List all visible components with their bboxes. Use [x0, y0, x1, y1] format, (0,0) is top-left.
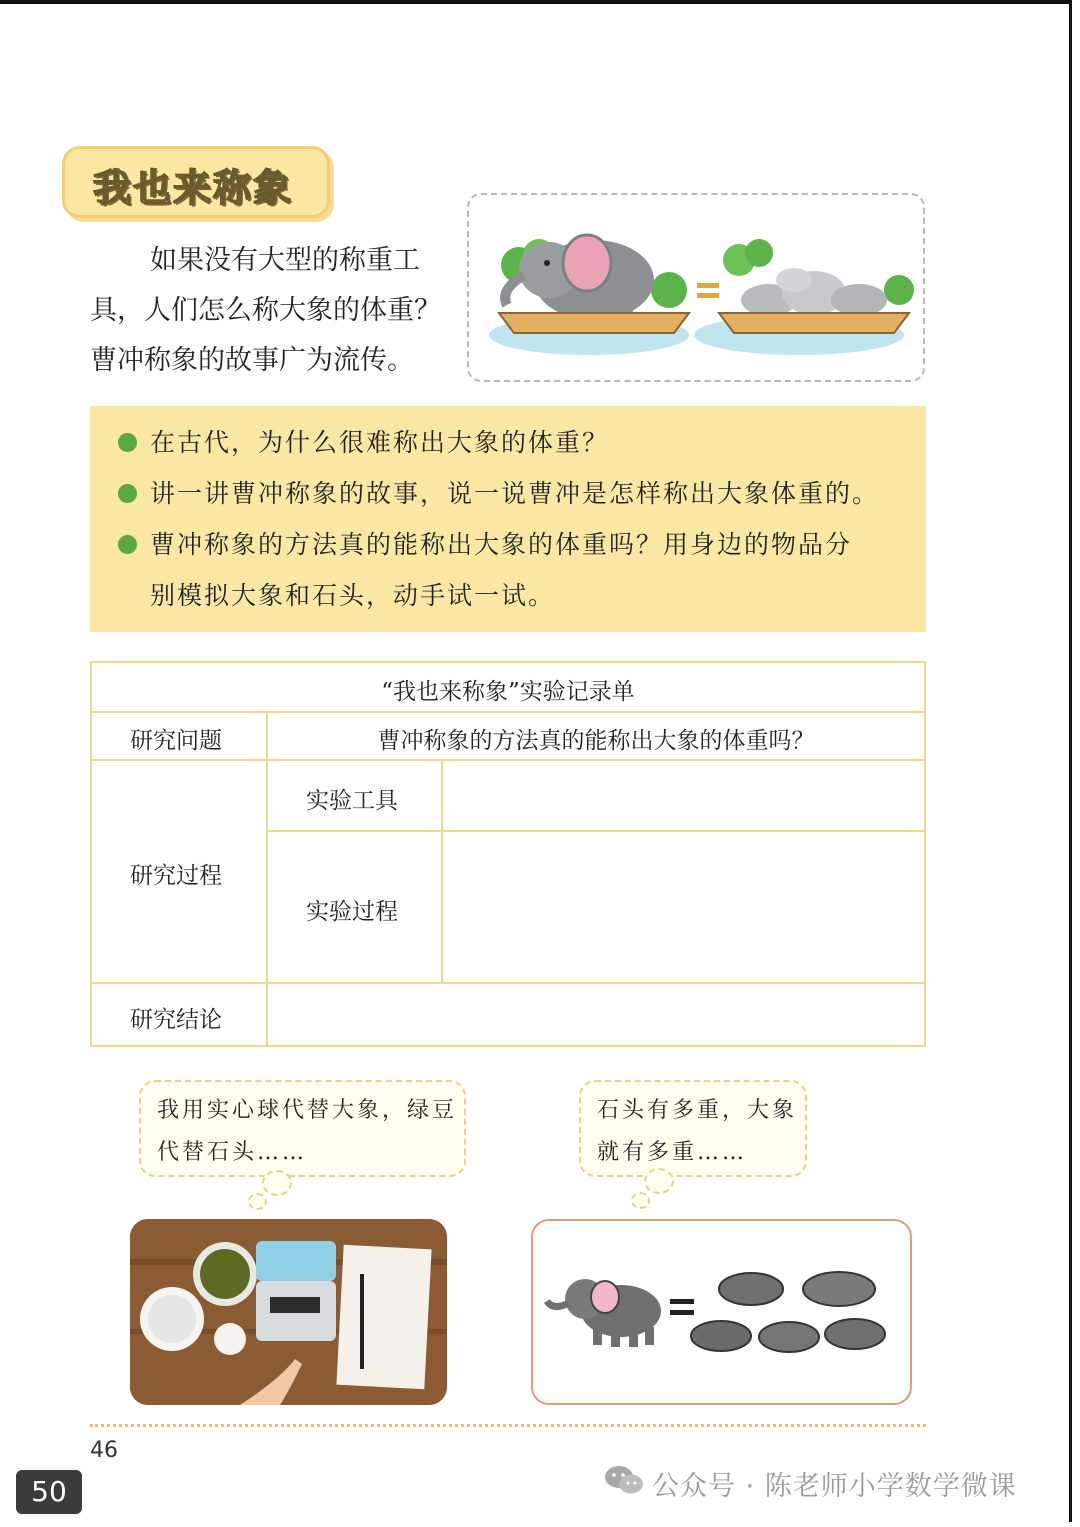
bubble-tail: [262, 1170, 292, 1196]
intro-line: 如果没有大型的称重工: [150, 245, 420, 276]
experiment-photo: [130, 1219, 447, 1405]
speech-bubble-left: [139, 1080, 466, 1177]
question-label: 研究问题: [130, 728, 222, 754]
wechat-icon: [604, 1464, 644, 1503]
table-title: “我也来称象”实验记录单: [381, 679, 635, 705]
speech-bubble-right: [579, 1080, 807, 1177]
watermark-text: 公众号 · 陈老师小学数学微课: [652, 1471, 1017, 1502]
conclusion-label: 研究结论: [130, 1007, 222, 1033]
green-dot-icon: [118, 535, 137, 554]
bubble-line: 代替石头……: [157, 1140, 308, 1165]
pdf-page-number: 50: [16, 1470, 82, 1514]
elephant-boat-stones-icon: [469, 195, 927, 384]
intro-line: 具，人们怎么称大象的体重？: [90, 295, 441, 326]
question-value: 曹冲称象的方法真的能称出大象的体重吗？: [377, 728, 815, 754]
footer-divider: [90, 1424, 926, 1427]
discussion-questions: [90, 406, 926, 632]
question-item: 在古代，为什么很难称出大象的体重？: [150, 428, 610, 457]
experiment-record-table: [90, 661, 926, 1047]
section-title: 我也来称象: [93, 166, 294, 210]
elephant-stones-drawing: [531, 1219, 912, 1405]
intro-line: 曹冲称象的故事广为流传。: [90, 345, 414, 376]
bubble-tail: [248, 1193, 267, 1210]
scale-photo-icon: [130, 1219, 447, 1405]
green-dot-icon: [118, 433, 137, 452]
bubble-line: 我用实心球代替大象，绿豆: [157, 1098, 458, 1123]
process-label: 研究过程: [130, 863, 222, 889]
question-item-continued: 别模拟大象和石头，动手试一试。: [150, 581, 556, 610]
bubble-line: 石头有多重，大象: [597, 1098, 798, 1123]
tools-label: 实验工具: [306, 788, 398, 814]
question-item: 讲一讲曹冲称象的故事，说一说曹冲是怎样称出大象体重的。: [150, 479, 880, 508]
elephant-boat-illustration: [467, 193, 925, 382]
bubble-line: 就有多重……: [597, 1140, 748, 1165]
bubble-tail: [631, 1192, 650, 1209]
watermark: [604, 1464, 1017, 1504]
question-item: 曹冲称象的方法真的能称出大象的体重吗？用身边的物品分: [150, 530, 853, 559]
book-page-number: 46: [90, 1438, 118, 1463]
bubble-tail: [644, 1168, 674, 1194]
intro-paragraph: [90, 236, 470, 386]
green-dot-icon: [118, 484, 137, 503]
elephant-equals-stones-icon: [533, 1221, 910, 1403]
steps-label: 实验过程: [306, 899, 398, 925]
section-title-badge: [62, 146, 330, 218]
